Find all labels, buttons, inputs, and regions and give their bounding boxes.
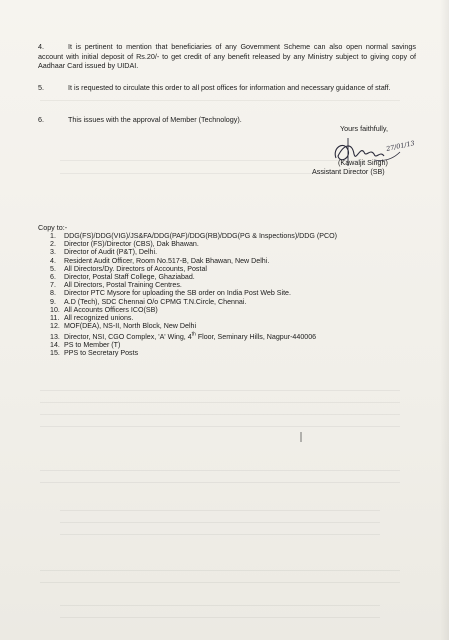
list-item: 15. PPS to Secretary Posts — [50, 349, 139, 358]
paragraph-text: It is pertinent to mention that beneficiaries of any Government Scheme can also open normal savings account with initial deposit of Rs.20/- to get credit of any benefit released by any Ministry subject to giving copy of Aadhaar Card issued by UIDAI. — [38, 42, 416, 71]
paragraph-number: 4. — [38, 42, 44, 51]
list-item: 5. All Directors/Dy. Directors of Accounts, Postal — [50, 264, 207, 273]
list-item: 3. Director of Audit (P&T), Delhi. — [50, 248, 158, 257]
page-edge-shadow — [440, 0, 449, 640]
list-item: 7. All Directors, Postal Training Centres. — [50, 281, 182, 290]
list-item: 12. MOF(DEA), NS-II, North Block, New Delhi — [50, 322, 197, 331]
list-item: 2. Director (FS)/Director (CBS), Dak Bhawan. — [50, 240, 199, 249]
list-item: 6. Director, Postal Staff College, Ghaziabad. — [50, 273, 195, 282]
signatory-name: (Kawaljit Singh) — [338, 158, 388, 167]
list-item: 11. All recognized unions. — [50, 314, 134, 323]
list-item: 14. PS to Member (T) — [50, 341, 121, 349]
scan-speck — [300, 432, 302, 442]
closing-line: Yours faithfully, — [340, 124, 388, 133]
paragraph-text: This issues with the approval of Member (Technology). — [68, 115, 242, 124]
paragraph-4 — [38, 42, 416, 71]
handwritten-date: 27/01/13 — [385, 139, 416, 153]
paragraph-5 — [38, 83, 416, 93]
paragraph-number: 5. — [38, 83, 44, 92]
list-item: 8. Director PTC Mysore for uploading the SB order on India Post Web Site. — [50, 289, 291, 298]
list-item: 10. All Accounts Officers ICO(SB) — [50, 305, 158, 314]
copy-to-heading: Copy to:- — [38, 223, 68, 232]
list-item: 9. A.D (Tech), SDC Chennai O/o CPMG T.N.Circle, Chennai. — [50, 297, 247, 306]
list-item: 13. Director, NSI, CGO Complex, 'A' Wing, 4th Floor, Seminary Hills, Nagpur-440006 — [50, 331, 317, 341]
paragraph-text: It is requested to circulate this order to all post offices for information and necessary guidance of staff. — [68, 83, 391, 92]
list-item: 4. Resident Audit Officer, Room No.517-B, Dak Bhawan, New Delhi. — [50, 256, 270, 265]
list-item: 1. DDG(FS)/DDG(VIG)/JS&FA/DDG(PAF)/DDG(RB)/DDG(PG & Inspections)/DDG (PCO) — [50, 232, 337, 240]
copy-to-list — [50, 232, 430, 357]
paragraph-number: 6. — [38, 115, 44, 124]
signatory-designation: Assistant Director (SB) — [312, 167, 385, 176]
